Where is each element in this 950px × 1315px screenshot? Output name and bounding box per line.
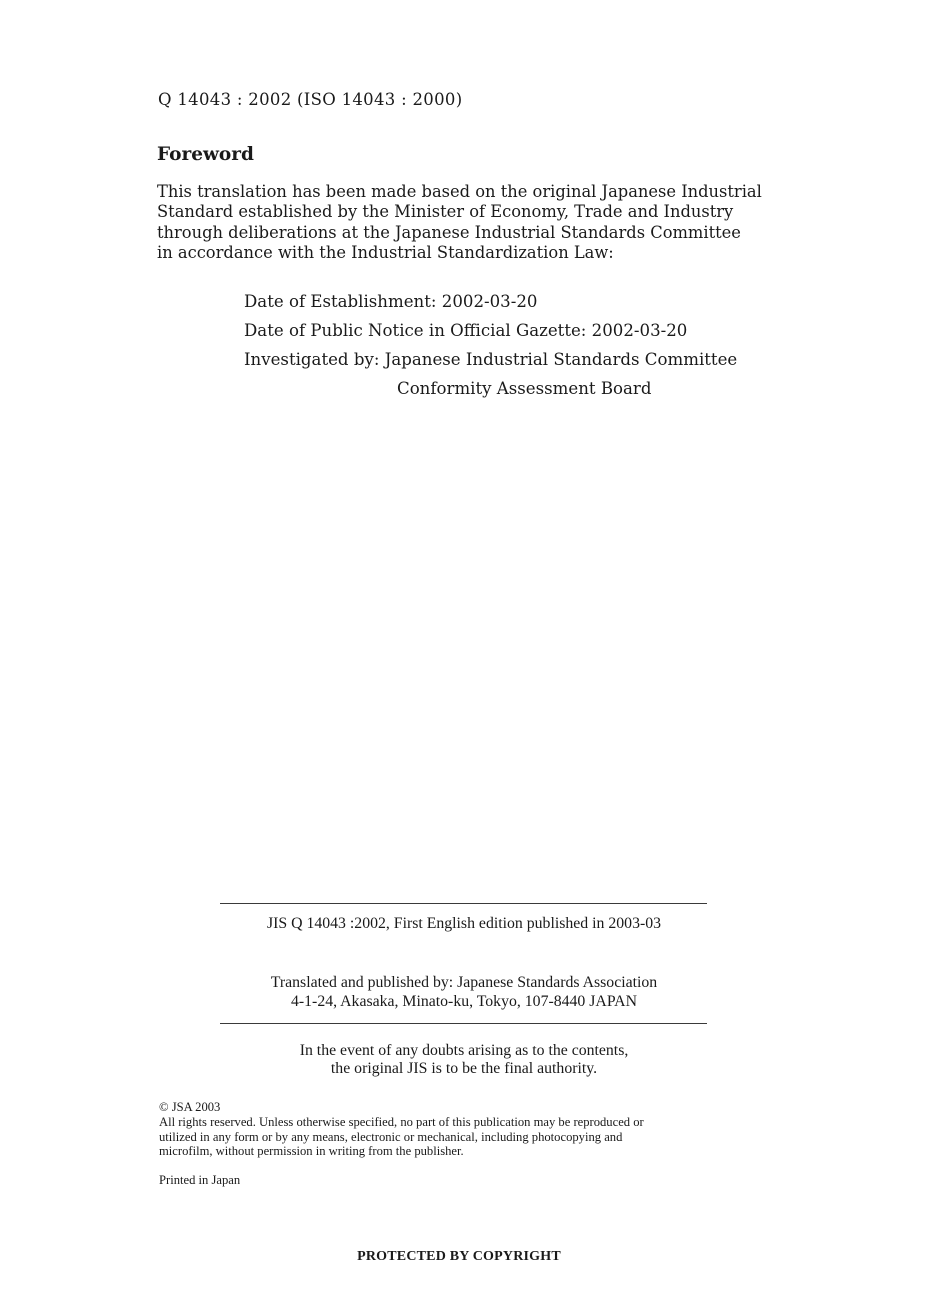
copyright-notice: © JSA 2003 [159, 1100, 221, 1114]
rights-line: microfilm, without permission in writing from the publisher. [159, 1144, 464, 1159]
rights-statement [159, 1115, 771, 1159]
paragraph-line: through deliberations at the Japanese Industrial Standards Committee [157, 222, 741, 242]
paragraph-line: in accordance with the Industrial Standardization Law: [157, 242, 614, 262]
assessment-board: Conformity Assessment Board [397, 379, 652, 398]
date-of-establishment: Date of Establishment: 2002-03-20 [244, 292, 538, 311]
foreword-paragraph [157, 182, 797, 263]
date-of-public-notice: Date of Public Notice in Official Gazette: 2002-03-20 [244, 321, 688, 340]
foreword-heading: Foreword [157, 144, 254, 165]
authority-line-1: In the event of any doubts arising as to the contents, [299, 1042, 629, 1059]
investigated-by: Investigated by: Japanese Industrial Standards Committee [244, 350, 738, 369]
authority-line-2: the original JIS is to be the final authority. [330, 1060, 598, 1077]
bottom-divider [220, 1023, 707, 1024]
edition-line: JIS Q 14043 :2002, First English edition published in 2003-03 [266, 915, 662, 932]
address-line: 4-1-24, Akasaka, Minato-ku, Tokyo, 107-8440 JAPAN [291, 993, 637, 1010]
publisher-line: Translated and published by: Japanese Standards Association [270, 974, 658, 991]
document-id: Q 14043 : 2002 (ISO 14043 : 2000) [158, 90, 463, 109]
rights-line: All rights reserved. Unless otherwise specified, no part of this publication may be reproduced or [159, 1115, 644, 1129]
paragraph-line: This translation has been made based on the original Japanese Industrial [157, 182, 762, 201]
protected-by-copyright: PROTECTED BY COPYRIGHT [357, 1249, 561, 1264]
printed-in: Printed in Japan [159, 1173, 241, 1187]
paragraph-line: Standard established by the Minister of Economy, Trade and Industry [157, 202, 734, 222]
rights-line: utilized in any form or by any means, electronic or mechanical, including photocopying and [159, 1129, 623, 1144]
top-divider [220, 903, 707, 904]
